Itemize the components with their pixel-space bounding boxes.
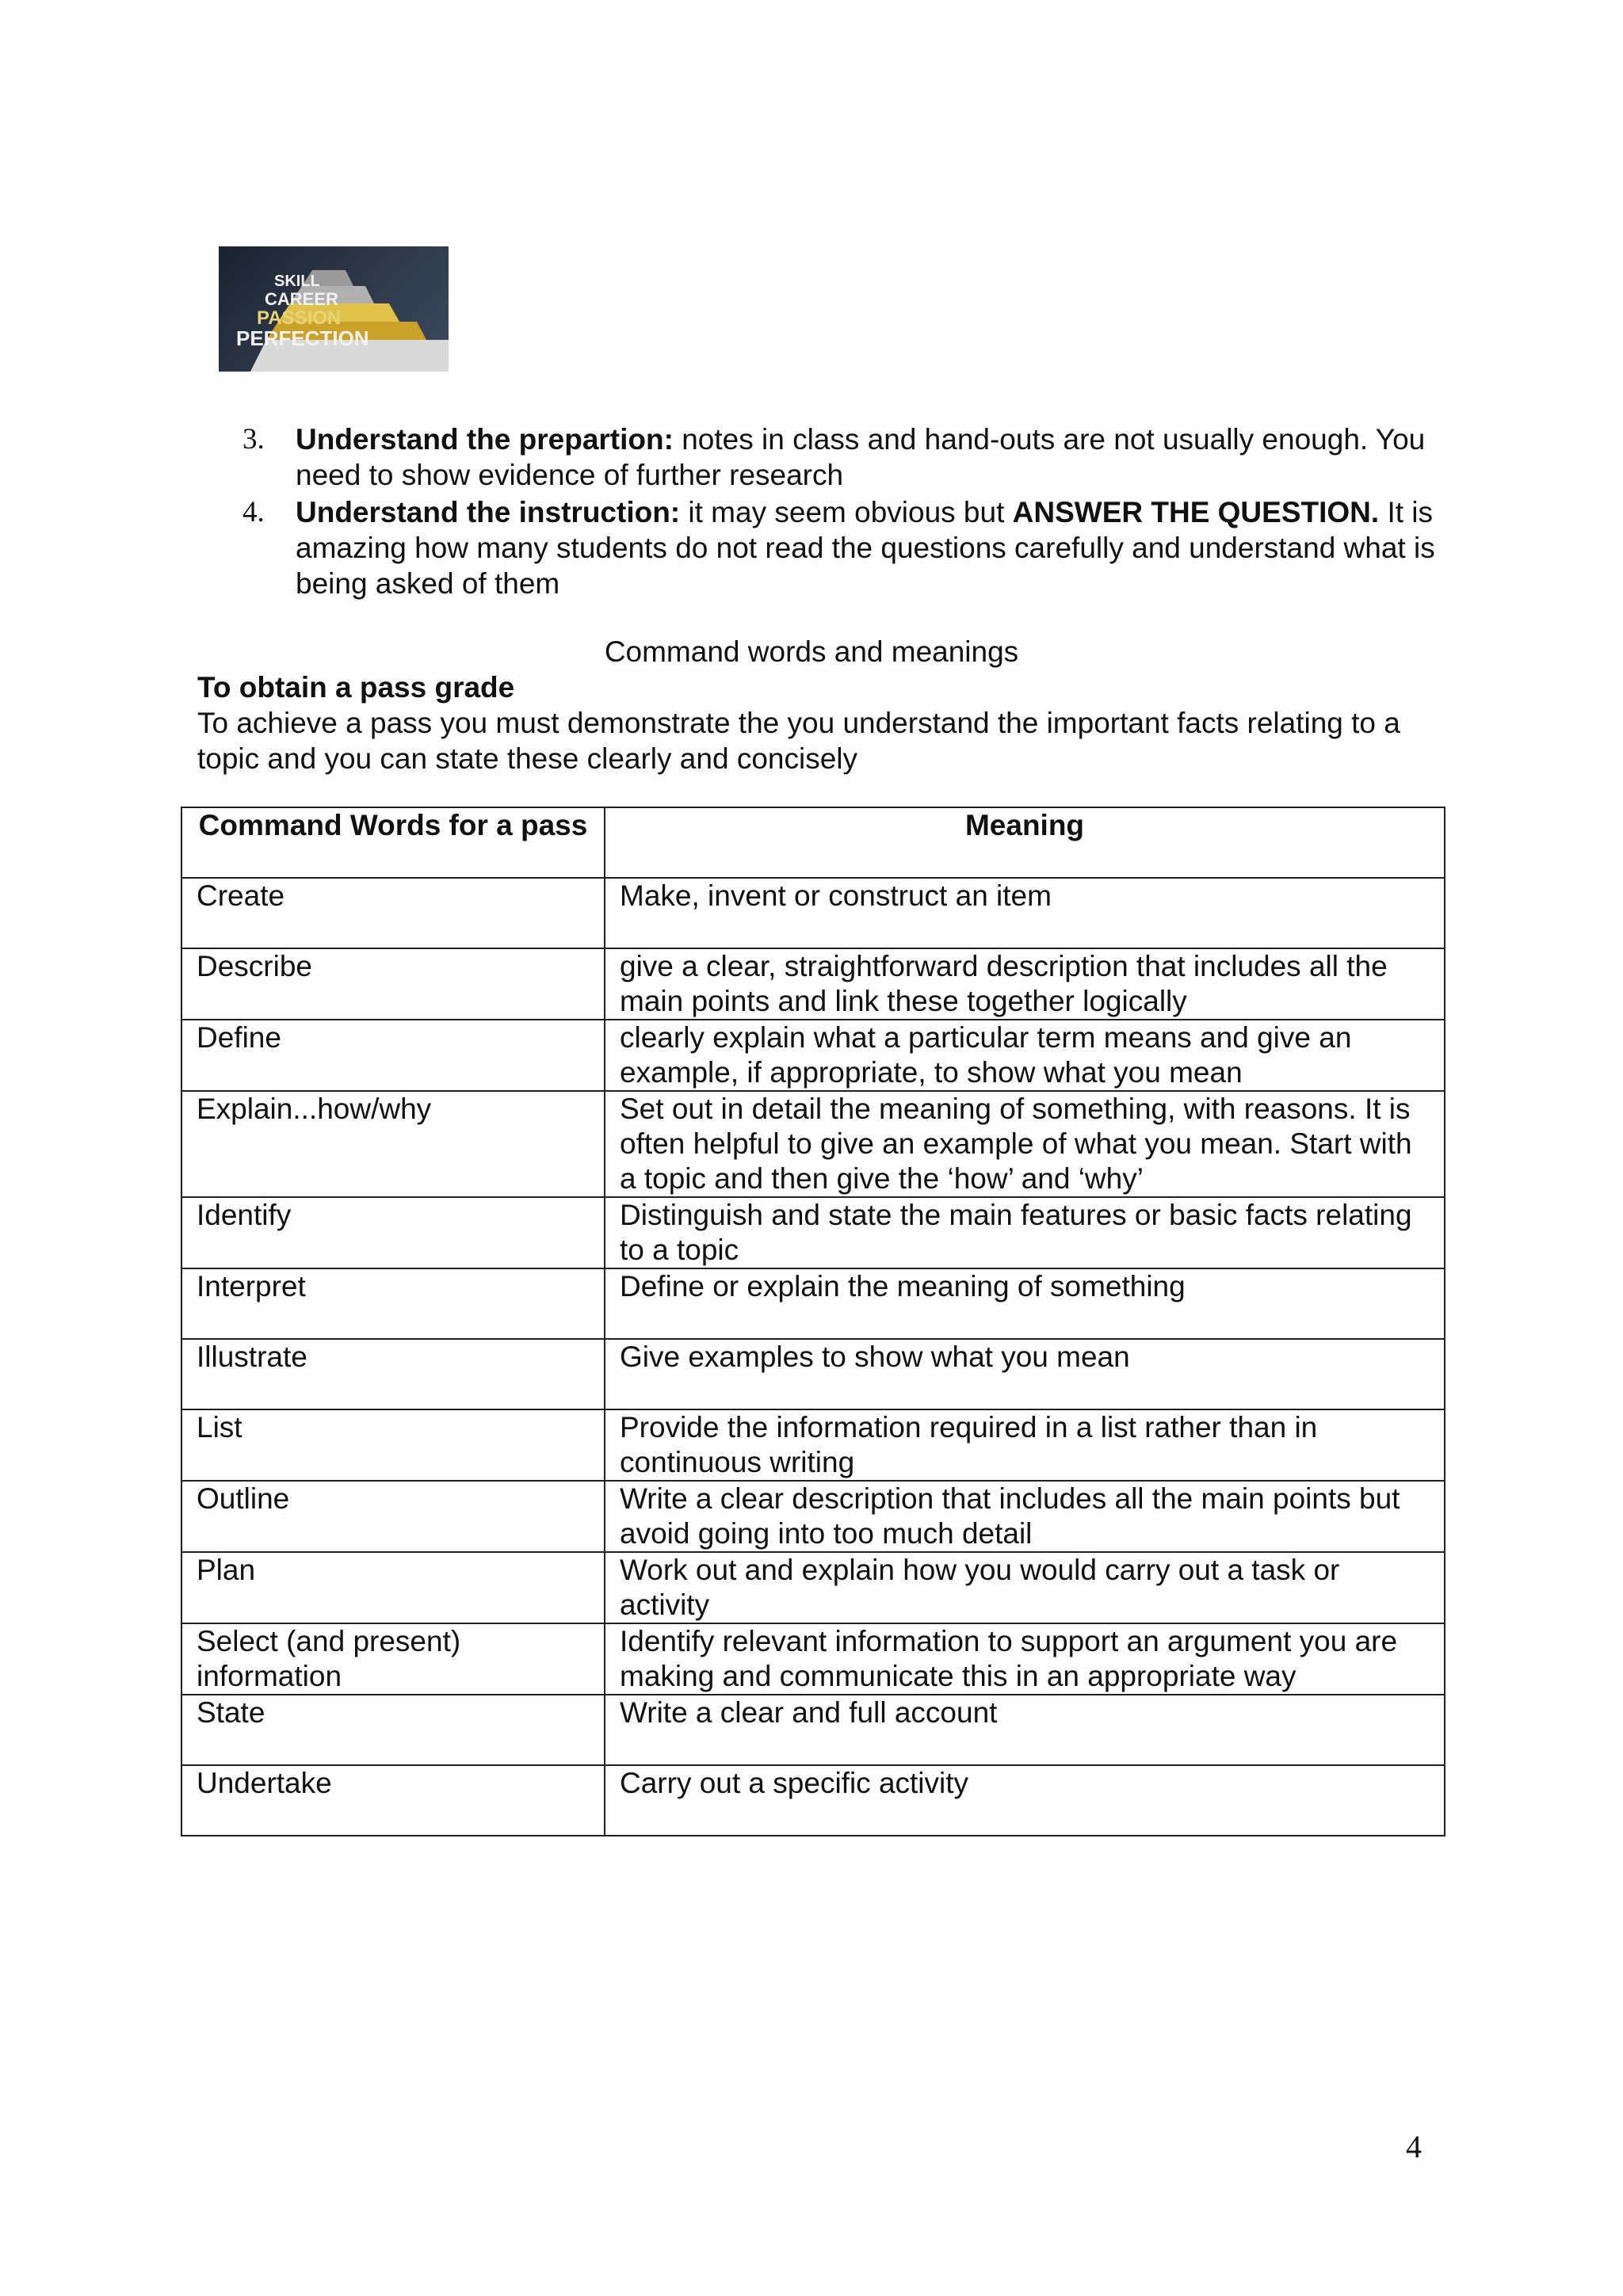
meaning: Define or explain the meaning of something [605, 1268, 1445, 1339]
meaning: Distinguish and state the main features or basic facts relating to a topic [605, 1197, 1445, 1268]
table-row [181, 1552, 1445, 1623]
list-item-text: It is amazing how many students do not read the questions carefully and understand what is being asked of them [296, 496, 1435, 600]
table-row [181, 1409, 1445, 1481]
table-row [181, 1765, 1445, 1836]
list-number: 3. [242, 423, 265, 456]
table-row [181, 1197, 1445, 1268]
meaning: Set out in detail the meaning of something, with reasons. It is often helpful to give an example of what you mean. Start with a topic and then give the ‘how’ and ‘why’ [605, 1091, 1445, 1197]
subheading: To obtain a pass grade [197, 671, 515, 704]
table-row [181, 878, 1445, 948]
command-word: Create [181, 878, 605, 948]
command-word: Illustrate [181, 1339, 605, 1409]
list-item [242, 494, 1479, 601]
command-word: Select (and present) information [181, 1623, 605, 1695]
command-word: List [181, 1409, 605, 1481]
table-row [181, 1020, 1445, 1091]
stairs-graphic [219, 246, 449, 372]
command-word: Explain...how/why [181, 1091, 605, 1197]
command-word: Describe [181, 948, 605, 1020]
column-header: Meaning [605, 807, 1445, 878]
meaning: Make, invent or construct an item [605, 878, 1445, 948]
column-header: Command Words for a pass [181, 807, 605, 878]
banner-word: PERFECTION [236, 326, 369, 350]
meaning: give a clear, straightforward description that includes all the main points and link these together logically [605, 948, 1445, 1020]
list-item-heading: Understand the instruction: [296, 496, 681, 528]
command-word: Interpret [181, 1268, 605, 1339]
table-row [181, 1268, 1445, 1339]
section-title: Command words and meanings [604, 635, 1019, 668]
banner-word: SKILL [274, 273, 320, 290]
table-row [181, 1339, 1445, 1409]
intro-block [197, 669, 1465, 776]
meaning: Carry out a specific activity [605, 1765, 1445, 1836]
banner-word: PASSION [257, 307, 342, 329]
table-header-row [181, 807, 1445, 878]
table-row [181, 1481, 1445, 1552]
meaning: Give examples to show what you mean [605, 1339, 1445, 1409]
meaning: clearly explain what a particular term means and give an example, if appropriate, to show what you mean [605, 1020, 1445, 1091]
meaning: Write a clear description that includes all the main points but avoid going into too much detail [605, 1481, 1445, 1552]
meaning: Identify relevant information to support an argument you are making and communicate this in an appropriate way [605, 1623, 1445, 1695]
intro-paragraph: To achieve a pass you must demonstrate the you understand the important facts relating to a topic and you can state these clearly and concisely [197, 707, 1400, 775]
list-item-text: notes in class and hand-outs are not usually enough. You need to show evidence of further research [296, 423, 1426, 491]
table-row [181, 1695, 1445, 1765]
list-item-text: it may seem obvious but [680, 496, 1013, 528]
page-number: 4 [1406, 2129, 1422, 2164]
banner-word: CAREER [265, 289, 338, 309]
meaning: Write a clear and full account [605, 1695, 1445, 1765]
command-word: State [181, 1695, 605, 1765]
command-word: Plan [181, 1552, 605, 1623]
numbered-list [242, 421, 1479, 603]
list-item-heading: Understand the prepartion: [296, 423, 674, 456]
skill-career-passion-perfection-image [219, 246, 449, 372]
command-words-table [181, 807, 1445, 1836]
command-word: Undertake [181, 1765, 605, 1836]
meaning: Provide the information required in a list rather than in continuous writing [605, 1409, 1445, 1481]
list-item [242, 421, 1479, 493]
table-row [181, 948, 1445, 1020]
table-row [181, 1091, 1445, 1197]
command-word: Identify [181, 1197, 605, 1268]
command-word: Outline [181, 1481, 605, 1552]
list-item-emphasis: ANSWER THE QUESTION. [1012, 496, 1380, 528]
list-number: 4. [242, 496, 265, 528]
table-row [181, 1623, 1445, 1695]
meaning: Work out and explain how you would carry out a task or activity [605, 1552, 1445, 1623]
command-word: Define [181, 1020, 605, 1091]
